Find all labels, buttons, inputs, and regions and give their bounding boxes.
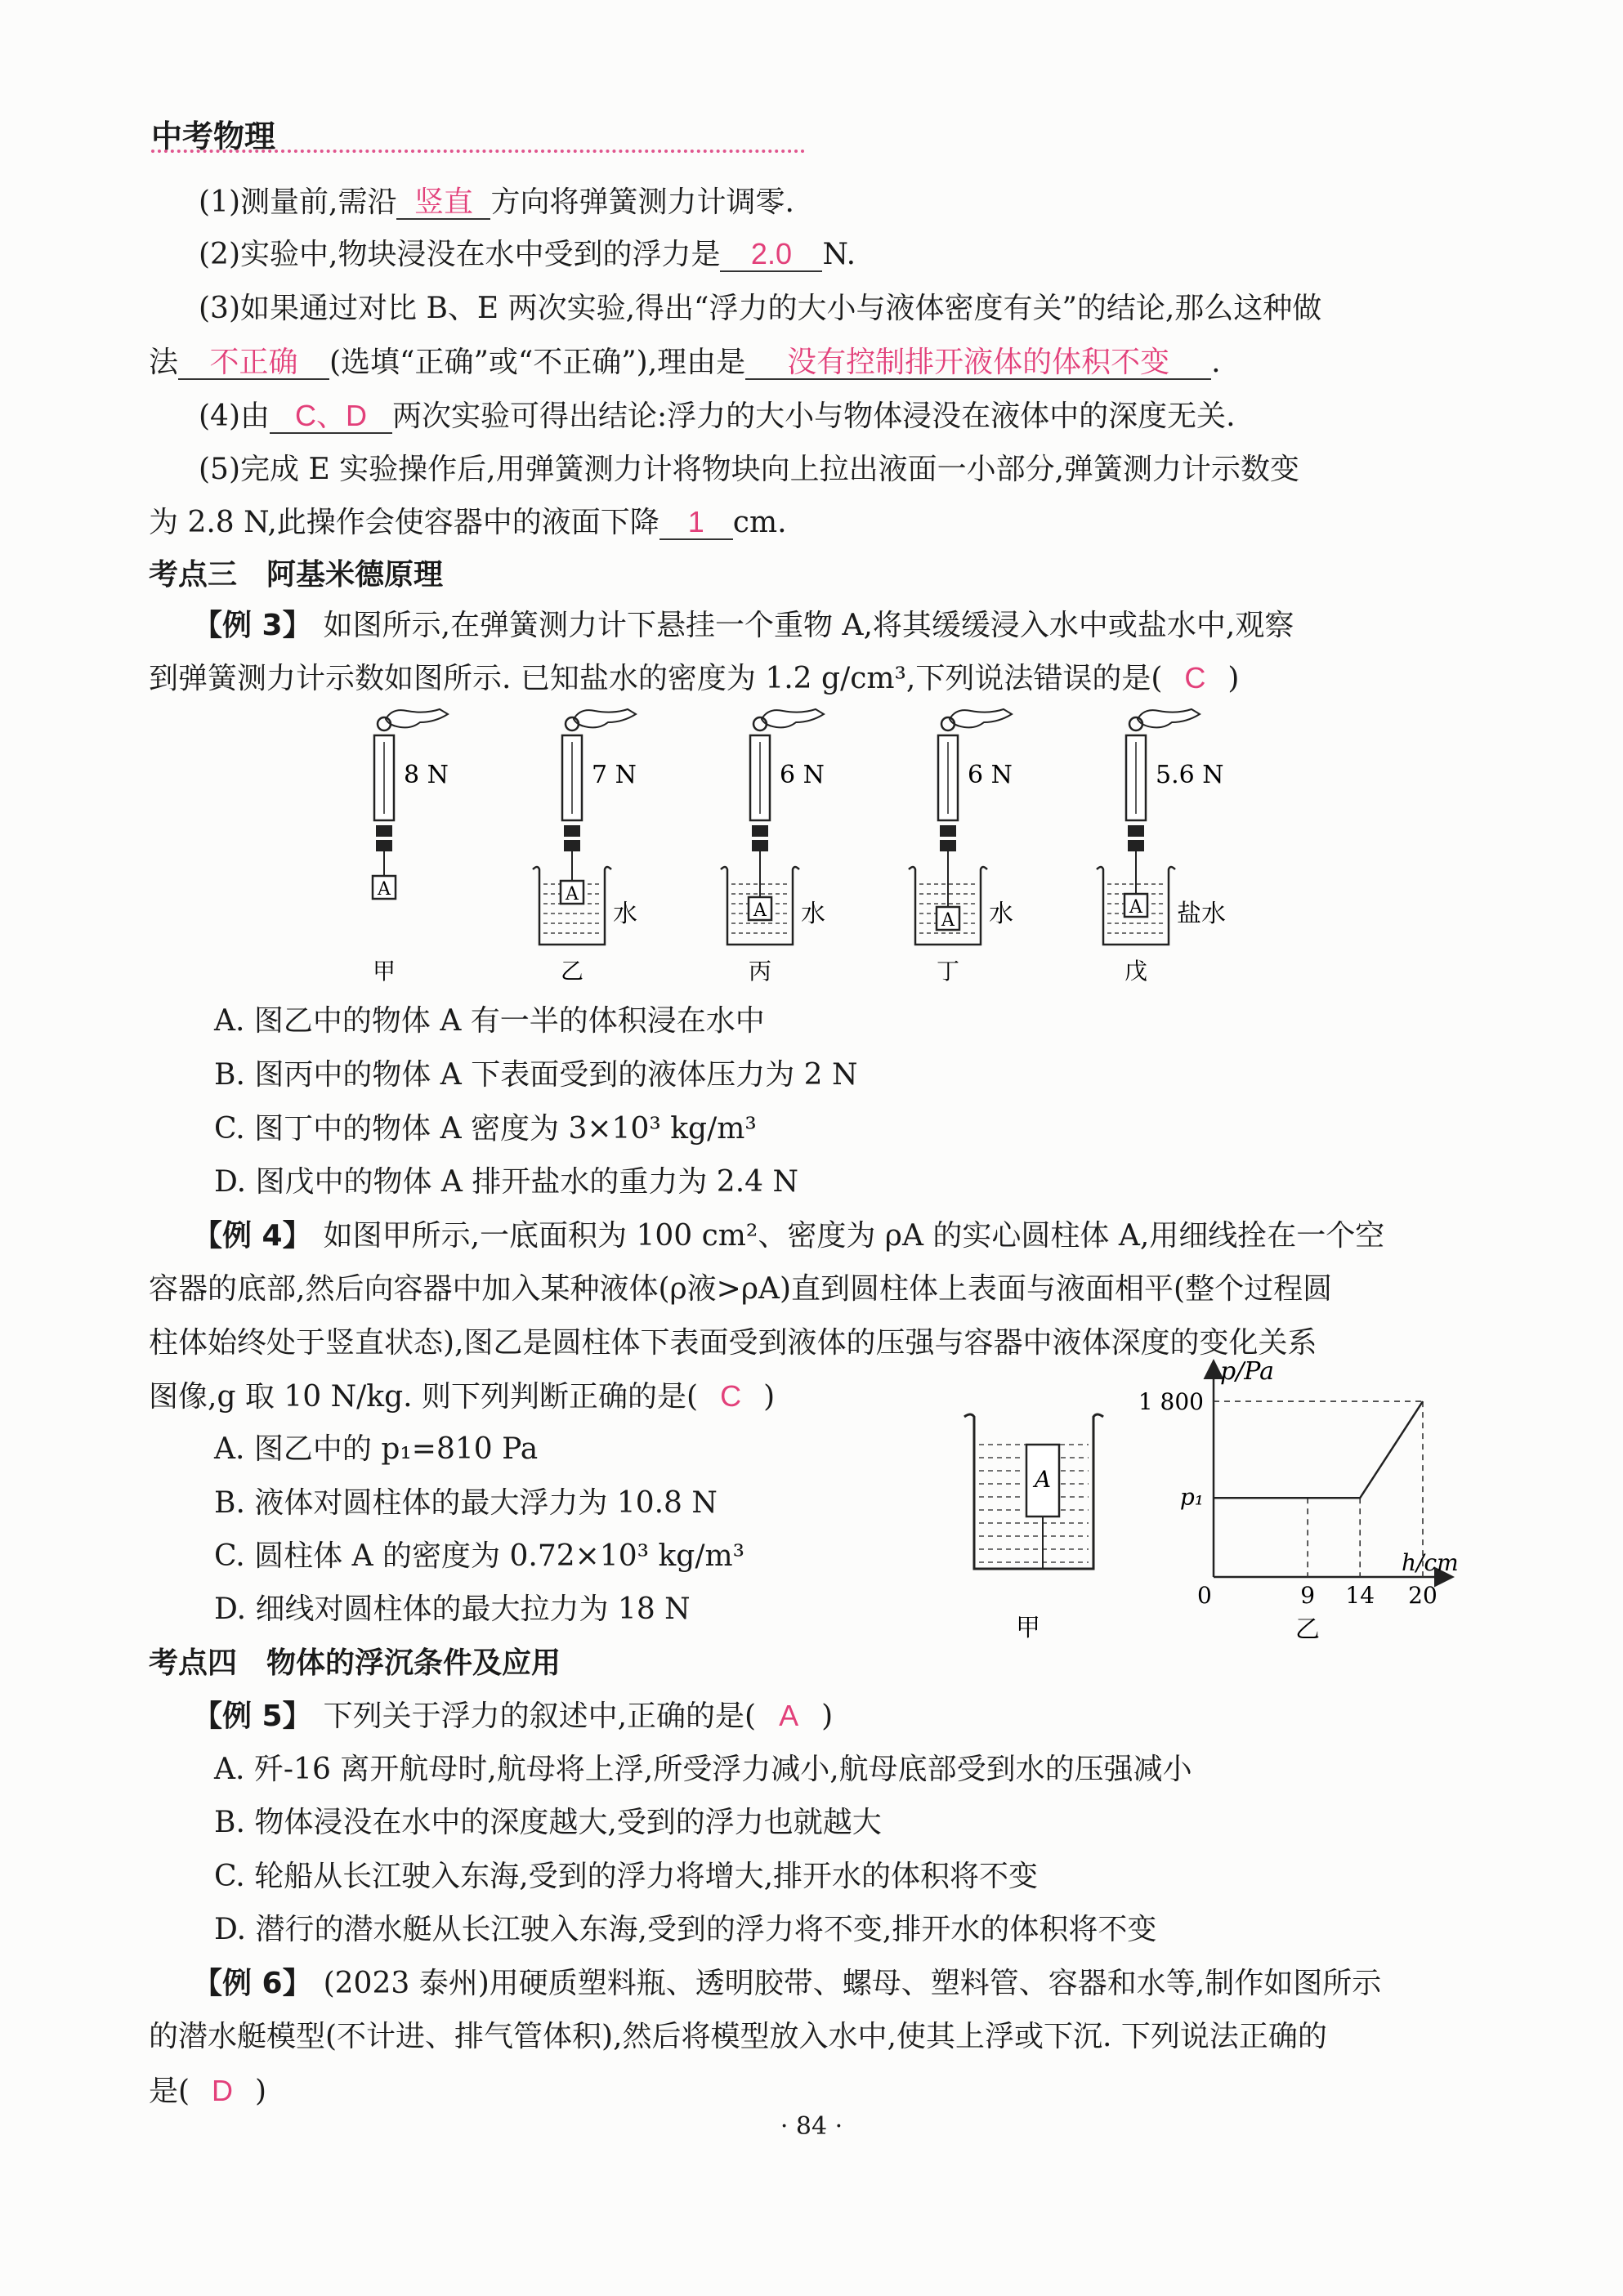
x-tick-9: 9 bbox=[1300, 1582, 1316, 1609]
example-4-stem-4: 图像,g 取 10 N/kg. 则下列判断正确的是( bbox=[149, 1380, 699, 1414]
hand-icon bbox=[762, 709, 824, 727]
example-6-line1 bbox=[193, 1966, 1381, 2002]
hand-icon bbox=[386, 709, 448, 727]
object-a-label: A bbox=[753, 900, 767, 921]
object-a-label: A bbox=[1129, 897, 1142, 918]
q2-answer: 2.0 bbox=[720, 238, 822, 272]
q5-answer: 1 bbox=[659, 506, 733, 540]
question-3-line2 bbox=[149, 345, 1221, 381]
example-4-line4 bbox=[149, 1378, 775, 1415]
q3-text-end: . bbox=[1211, 346, 1221, 379]
q3-answer-1: 不正确 bbox=[178, 346, 329, 380]
scale-reading: 6 N bbox=[968, 761, 1013, 789]
y-tick-p1: p₁ bbox=[1179, 1483, 1204, 1511]
question-5-line1: (5)完成 E 实验操作后,用弹簧测力计将物块向上拉出液面一小部分,弹簧测力计示数变 bbox=[199, 453, 1300, 486]
example-6-line2: 的潜水艇模型(不计进、排气管体积),然后将模型放入水中,使其上浮或下沉. 下列说法正确的 bbox=[149, 2020, 1327, 2053]
page-header-title: 中考物理 bbox=[151, 118, 276, 154]
scale-reading: 5.6 N bbox=[1156, 761, 1224, 789]
example-4-line1 bbox=[193, 1218, 1384, 1254]
example-5-tag: 【例 5】 bbox=[193, 1700, 312, 1733]
scale-knob bbox=[1128, 825, 1144, 837]
example-5-stem bbox=[193, 1698, 833, 1735]
liquid-label: 水 bbox=[801, 900, 825, 928]
example-5-close: ) bbox=[821, 1700, 834, 1733]
scale-reading: 7 N bbox=[592, 761, 637, 789]
hand-icon bbox=[950, 709, 1012, 727]
pressure-depth-chart bbox=[1120, 1356, 1479, 1651]
q2-text: (2)实验中,物块浸没在水中受到的浮力是 bbox=[199, 238, 721, 271]
q4-text-end: 两次实验可得出结论:浮力的大小与物体浸没在液体中的深度无关. bbox=[392, 400, 1236, 433]
question-1 bbox=[199, 185, 794, 221]
figure-caption: 乙 bbox=[560, 958, 584, 985]
container-figure bbox=[956, 1405, 1111, 1651]
question-2 bbox=[199, 237, 856, 273]
scale-setup-3 bbox=[721, 709, 825, 985]
question-3-line1: (3)如果通过对比 B、E 两次实验,得出“浮力的大小与液体密度有关”的结论,那么这种做 bbox=[199, 292, 1322, 325]
x-tick-14: 14 bbox=[1345, 1582, 1375, 1609]
spring-scale-figure bbox=[327, 703, 1267, 997]
q4-answer: C、D bbox=[270, 400, 392, 434]
liquid-label: 水 bbox=[989, 900, 1013, 928]
question-5-line2 bbox=[149, 505, 787, 541]
example-3-stem: 如图所示,在弹簧测力计下悬挂一个重物 A,将其缓缓浸入水中或盐水中,观察 bbox=[323, 609, 1294, 642]
example-3-option-d: D. 图戊中的物体 A 排开盐水的重力为 2.4 N bbox=[214, 1165, 798, 1199]
figure-caption: 丁 bbox=[936, 958, 960, 985]
example-6-answer: D bbox=[212, 2074, 234, 2107]
scale-hook-ring bbox=[378, 717, 391, 730]
example-4-option-d: D. 细线对圆柱体的最大拉力为 18 N bbox=[214, 1592, 691, 1626]
q1-answer: 竖直 bbox=[396, 185, 490, 220]
example-4-tag: 【例 4】 bbox=[193, 1219, 312, 1253]
object-a-label: A bbox=[378, 879, 391, 900]
cylinder-label: A bbox=[1034, 1466, 1052, 1493]
q5-text: 为 2.8 N,此操作会使容器中的液面下降 bbox=[149, 506, 659, 539]
example-4-stem: 如图甲所示,一底面积为 100 cm²、密度为 ρA 的实心圆柱体 A,用细线拴在一个空 bbox=[323, 1219, 1385, 1253]
figure-caption: 丙 bbox=[748, 958, 772, 985]
example-4-answer: C bbox=[720, 1379, 742, 1413]
pressure-line bbox=[1214, 1401, 1423, 1498]
object-a-label: A bbox=[941, 910, 955, 931]
question-4 bbox=[199, 399, 1236, 435]
scale-knob bbox=[564, 825, 580, 837]
q1-text-end: 方向将弹簧测力计调零. bbox=[490, 185, 794, 219]
example-6-stem-3: 是( bbox=[149, 2075, 190, 2108]
scale-hook-ring bbox=[753, 717, 767, 730]
example-4-option-a: A. 图乙中的 p₁=810 Pa bbox=[214, 1432, 539, 1466]
object-a-label: A bbox=[566, 884, 579, 905]
example-6-close: ) bbox=[255, 2075, 267, 2108]
scale-hook-ring bbox=[941, 717, 955, 730]
scale-setup-1 bbox=[373, 709, 449, 985]
example-6-stem: (2023 泰州)用硬质塑料瓶、透明胶带、螺母、塑料管、容器和水等,制作如图所示 bbox=[323, 1967, 1382, 2000]
origin-label: 0 bbox=[1197, 1582, 1212, 1609]
q3-answer-2: 没有控制排开液体的体积不变 bbox=[745, 346, 1211, 380]
x-tick-20: 20 bbox=[1408, 1582, 1437, 1609]
y-axis-label: p/Pa bbox=[1220, 1357, 1275, 1386]
hand-icon bbox=[1138, 709, 1200, 727]
liquid-label: 水 bbox=[613, 900, 637, 928]
example-3-option-c: C. 图丁中的物体 A 密度为 3×10³ kg/m³ bbox=[214, 1112, 757, 1146]
example-3-line2 bbox=[149, 660, 1239, 697]
example-5-option-b: B. 物体浸没在水中的深度越大,受到的浮力也就越大 bbox=[214, 1806, 882, 1839]
example-3-answer: C bbox=[1184, 661, 1206, 695]
scale-setup-2 bbox=[533, 709, 637, 985]
example-3-close: ) bbox=[1227, 662, 1240, 695]
chart-caption: 乙 bbox=[1295, 1615, 1320, 1644]
example-3-option-a: A. 图乙中的物体 A 有一半的体积浸在水中 bbox=[214, 1004, 765, 1038]
example-5-option-a: A. 歼-16 离开航母时,航母将上浮,所受浮力减小,航母底部受到水的压强减小 bbox=[214, 1753, 1192, 1786]
scale-setup-4 bbox=[909, 709, 1013, 985]
example-5-option-d: D. 潜行的潜水艇从长江驶入东海,受到的浮力将不变,排开水的体积将不变 bbox=[214, 1913, 1157, 1946]
liquid-label: 盐水 bbox=[1177, 900, 1226, 928]
example-4-line3: 柱体始终处于竖直状态),图乙是圆柱体下表面受到液体的压强与容器中液体深度的变化关系 bbox=[149, 1326, 1317, 1360]
header-divider bbox=[151, 150, 805, 153]
scale-knob bbox=[752, 825, 768, 837]
example-4-close: ) bbox=[763, 1380, 776, 1414]
figure-jia-caption: 甲 bbox=[1016, 1614, 1040, 1642]
example-6-line3 bbox=[149, 2073, 266, 2110]
x-axis-label: h/cm bbox=[1402, 1549, 1459, 1576]
figure-caption: 甲 bbox=[372, 958, 396, 985]
page-number: · 84 · bbox=[780, 2112, 843, 2141]
q3-text: 法 bbox=[149, 346, 179, 379]
scale-reading: 6 N bbox=[780, 761, 825, 789]
q1-text: (1)测量前,需沿 bbox=[199, 185, 397, 219]
example-4-option-b: B. 液体对圆柱体的最大浮力为 10.8 N bbox=[214, 1486, 718, 1520]
scale-knob bbox=[940, 825, 956, 837]
q3-text-mid: (选填“正确”或“不正确”),理由是 bbox=[329, 346, 746, 379]
scale-hook-ring bbox=[1129, 717, 1142, 730]
example-3-stem-2: 到弹簧测力计示数如图所示. 已知盐水的密度为 1.2 g/cm³,下列说法错误的是( bbox=[149, 662, 1163, 695]
y-tick-1800: 1 800 bbox=[1138, 1388, 1204, 1416]
example-6-tag: 【例 6】 bbox=[193, 1967, 312, 2000]
q5-text-end: cm. bbox=[732, 506, 787, 539]
example-5-stem-text: 下列关于浮力的叙述中,正确的是( bbox=[323, 1700, 757, 1733]
example-3-option-b: B. 图丙中的物体 A 下表面受到的液体压力为 2 N bbox=[214, 1058, 858, 1092]
example-5-option-c: C. 轮船从长江驶入东海,受到的浮力将增大,排开水的体积将不变 bbox=[214, 1860, 1039, 1893]
section-3-heading: 考点三 阿基米德原理 bbox=[149, 558, 444, 592]
figure-caption: 戊 bbox=[1124, 958, 1148, 985]
scale-reading: 8 N bbox=[404, 761, 449, 789]
scale-knob bbox=[376, 825, 392, 837]
scale-setup-5 bbox=[1097, 709, 1226, 985]
example-4-option-c: C. 圆柱体 A 的密度为 0.72×10³ kg/m³ bbox=[214, 1539, 745, 1573]
example-4-line2: 容器的底部,然后向容器中加入某种液体(ρ液>ρA)直到圆柱体上表面与液面相平(整个过程圆 bbox=[149, 1272, 1333, 1306]
example-5-answer: A bbox=[779, 1699, 799, 1732]
scale-hook-ring bbox=[566, 717, 579, 730]
hand-icon bbox=[574, 709, 636, 727]
q4-text: (4)由 bbox=[199, 400, 270, 433]
q2-text-end: N. bbox=[822, 238, 856, 271]
example-3-line1 bbox=[193, 608, 1294, 644]
example-3-tag: 【例 3】 bbox=[193, 609, 312, 642]
section-4-heading: 考点四 物体的浮沉条件及应用 bbox=[149, 1646, 561, 1680]
